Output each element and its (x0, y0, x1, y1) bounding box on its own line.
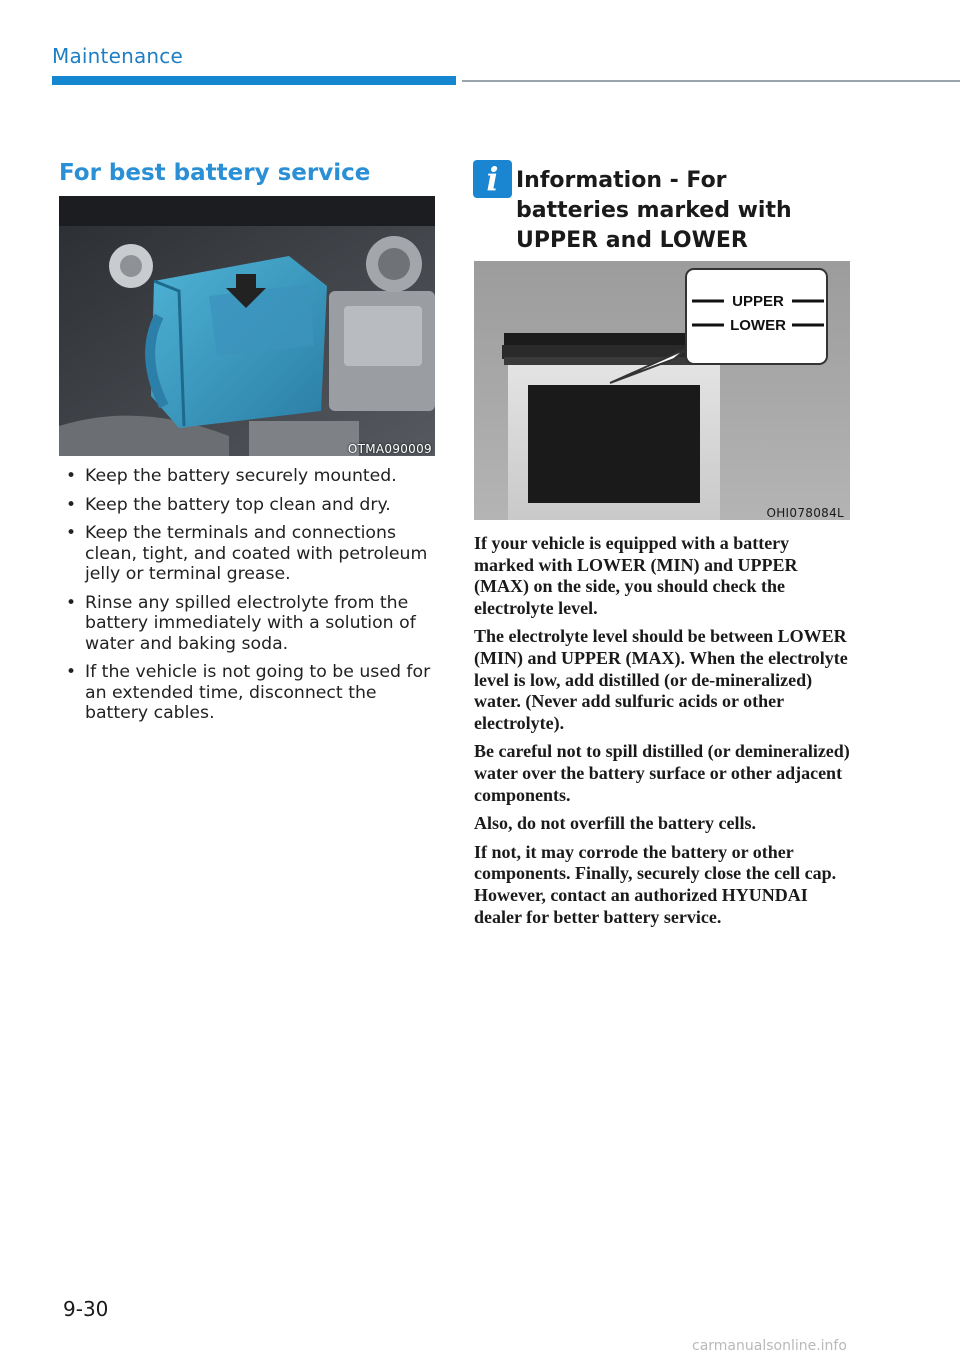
page-number: 9-30 (63, 1297, 109, 1321)
battery-care-list (62, 466, 442, 732)
header-divider (462, 80, 960, 82)
paragraph: If not, it may corrode the battery or other components. Finally, securely close the cell cap. However, contact an authorized HYUNDAI dealer for better battery service. (474, 841, 837, 927)
section-heading: For best battery service (59, 160, 371, 186)
list-item: • Keep the battery top clean and dry. (66, 494, 391, 515)
image-reference-code: OHI078084L (766, 506, 844, 520)
information-body (474, 533, 850, 935)
upper-label: UPPER (732, 293, 784, 310)
engine-bay-illustration (59, 196, 435, 456)
list-item: • If the vehicle is not going to be used for an extended time, disconnect the battery cables. (66, 662, 431, 723)
list-item: • Rinse any spilled electrolyte from the battery immediately with a solution of water and baking soda. (66, 592, 416, 654)
info-icon: i (473, 160, 512, 198)
lower-label: LOWER (730, 317, 786, 334)
image-reference-code: OTMA090009 (347, 442, 432, 456)
paragraph: Also, do not overfill the battery cells. (474, 813, 756, 834)
battery-level-photo (474, 261, 850, 520)
paragraph: Be careful not to spill distilled (or demineralized) water over the battery surface or other adjacent components. (474, 741, 850, 805)
header-accent-bar (52, 76, 456, 85)
list-item: • Keep the terminals and connections clean, tight, and coated with petroleum jelly or terminal grease. (66, 523, 428, 584)
information-heading: Information - For batteries marked with UPPER and LOWER (516, 168, 792, 253)
section-title: Maintenance (52, 44, 183, 68)
paragraph: If your vehicle is equipped with a battery marked with LOWER (MIN) and UPPER (MAX) on the side, you should check the electrolyte level. (474, 533, 798, 618)
paragraph: The electrolyte level should be between LOWER (MIN) and UPPER (MAX). When the electrolyte level is low, add distilled (or de-mineralized) water. (Never add sulfuric acids or other electrolyte). (474, 626, 848, 733)
engine-bay-photo (59, 196, 435, 456)
battery-level-illustration (474, 261, 850, 520)
watermark: carmanualsonline.info (692, 1338, 847, 1354)
list-item: • Keep the battery securely mounted. (66, 466, 397, 486)
